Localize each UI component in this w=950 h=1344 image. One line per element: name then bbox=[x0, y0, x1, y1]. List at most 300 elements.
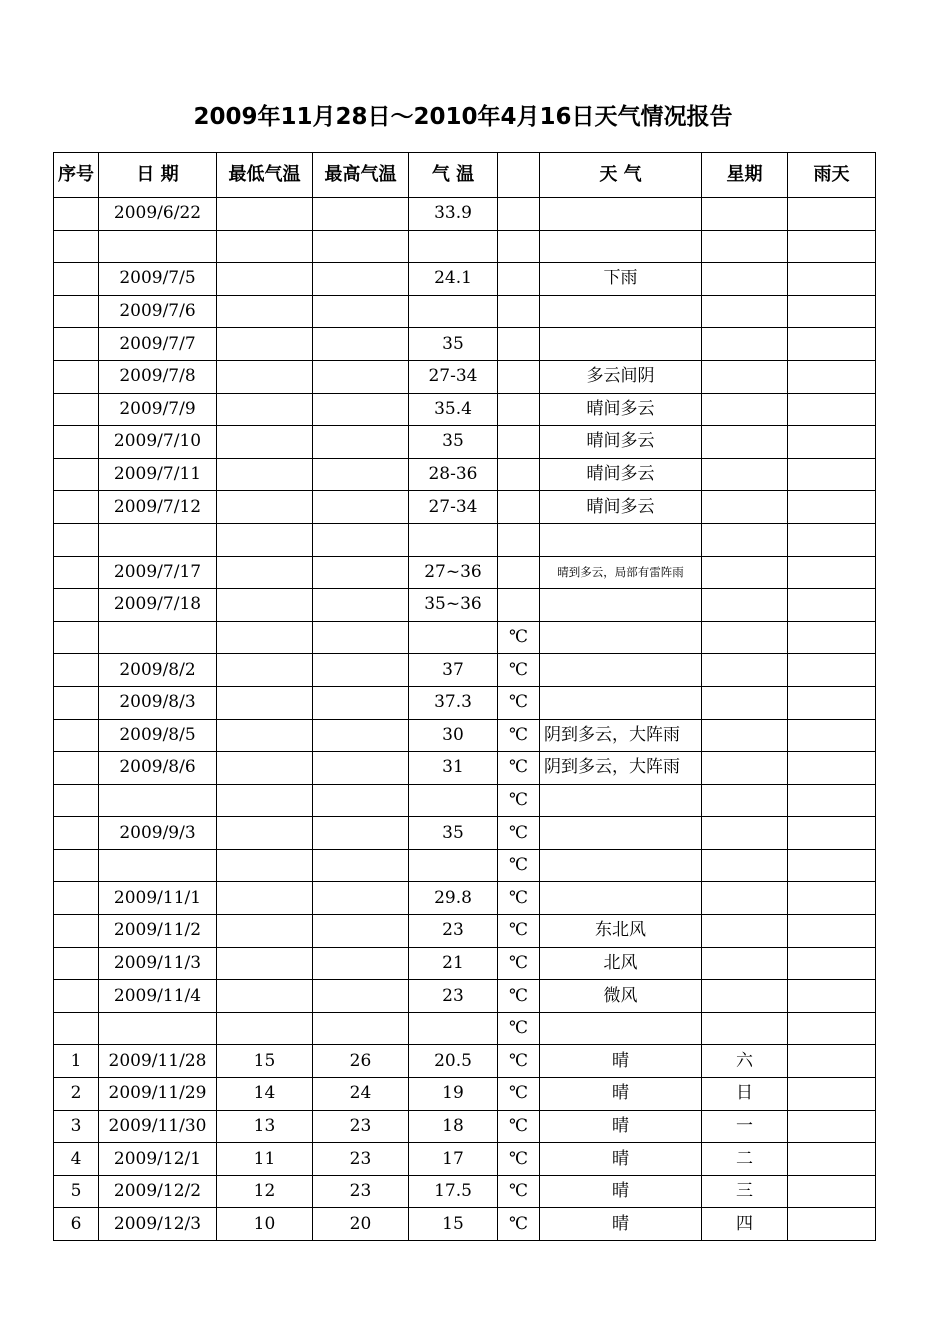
cell-max-temp: 23 bbox=[313, 1110, 409, 1143]
cell-rain bbox=[788, 719, 876, 752]
cell-weather bbox=[540, 523, 702, 556]
cell-temp bbox=[409, 295, 498, 328]
cell-min-temp bbox=[217, 719, 313, 752]
cell-temp: 23 bbox=[409, 915, 498, 948]
cell-seq bbox=[54, 523, 99, 556]
cell-unit: ℃ bbox=[498, 1110, 540, 1143]
cell-weekday bbox=[702, 426, 788, 459]
cell-max-temp bbox=[313, 752, 409, 785]
cell-temp bbox=[409, 784, 498, 817]
table-row bbox=[54, 1110, 876, 1143]
cell-max-temp bbox=[313, 686, 409, 719]
cell-date: 2009/7/6 bbox=[99, 295, 217, 328]
cell-weather: 晴到多云，局部有雷阵雨 bbox=[540, 556, 702, 589]
cell-weather: 阴到多云，大阵雨 bbox=[540, 719, 702, 752]
cell-unit: ℃ bbox=[498, 849, 540, 882]
cell-max-temp bbox=[313, 1012, 409, 1045]
cell-temp: 27-34 bbox=[409, 491, 498, 524]
cell-min-temp bbox=[217, 230, 313, 263]
cell-temp: 24.1 bbox=[409, 263, 498, 296]
cell-weather: 下雨 bbox=[540, 263, 702, 296]
cell-rain bbox=[788, 882, 876, 915]
cell-seq bbox=[54, 589, 99, 622]
table-row bbox=[54, 393, 876, 426]
cell-min-temp bbox=[217, 426, 313, 459]
cell-rain bbox=[788, 360, 876, 393]
cell-rain bbox=[788, 589, 876, 622]
cell-rain bbox=[788, 393, 876, 426]
table-row bbox=[54, 752, 876, 785]
cell-weather: 晴 bbox=[540, 1143, 702, 1176]
cell-max-temp bbox=[313, 230, 409, 263]
cell-temp: 21 bbox=[409, 947, 498, 980]
cell-seq bbox=[54, 947, 99, 980]
table-row bbox=[54, 360, 876, 393]
table-row bbox=[54, 1045, 876, 1078]
cell-temp: 37 bbox=[409, 654, 498, 687]
cell-temp: 23 bbox=[409, 980, 498, 1013]
cell-temp bbox=[409, 1012, 498, 1045]
cell-seq: 5 bbox=[54, 1175, 99, 1208]
cell-date bbox=[99, 784, 217, 817]
cell-max-temp bbox=[313, 198, 409, 231]
cell-weekday bbox=[702, 719, 788, 752]
cell-seq bbox=[54, 393, 99, 426]
cell-weekday bbox=[702, 393, 788, 426]
cell-max-temp bbox=[313, 263, 409, 296]
cell-seq bbox=[54, 719, 99, 752]
cell-unit bbox=[498, 458, 540, 491]
cell-seq: 4 bbox=[54, 1143, 99, 1176]
cell-seq: 6 bbox=[54, 1208, 99, 1241]
cell-seq bbox=[54, 1012, 99, 1045]
table-row bbox=[54, 1175, 876, 1208]
cell-min-temp bbox=[217, 1012, 313, 1045]
cell-min-temp bbox=[217, 491, 313, 524]
cell-max-temp bbox=[313, 328, 409, 361]
cell-weekday bbox=[702, 230, 788, 263]
cell-unit bbox=[498, 263, 540, 296]
cell-seq bbox=[54, 817, 99, 850]
cell-date: 2009/12/3 bbox=[99, 1208, 217, 1241]
cell-max-temp bbox=[313, 523, 409, 556]
table-row bbox=[54, 915, 876, 948]
cell-weather: 晴 bbox=[540, 1078, 702, 1111]
cell-unit: ℃ bbox=[498, 1078, 540, 1111]
cell-weekday bbox=[702, 491, 788, 524]
table-row bbox=[54, 523, 876, 556]
cell-seq bbox=[54, 980, 99, 1013]
cell-weather bbox=[540, 686, 702, 719]
cell-max-temp bbox=[313, 817, 409, 850]
cell-weather: 北风 bbox=[540, 947, 702, 980]
cell-min-temp bbox=[217, 654, 313, 687]
cell-date: 2009/11/29 bbox=[99, 1078, 217, 1111]
cell-rain bbox=[788, 1208, 876, 1241]
header-row bbox=[54, 153, 876, 198]
table-row bbox=[54, 458, 876, 491]
cell-unit bbox=[498, 556, 540, 589]
table-row bbox=[54, 947, 876, 980]
cell-temp: 20.5 bbox=[409, 1045, 498, 1078]
cell-temp: 29.8 bbox=[409, 882, 498, 915]
cell-unit bbox=[498, 589, 540, 622]
cell-min-temp: 14 bbox=[217, 1078, 313, 1111]
cell-weather: 晴 bbox=[540, 1045, 702, 1078]
cell-weekday bbox=[702, 621, 788, 654]
header-rain: 雨天 bbox=[788, 153, 876, 198]
cell-min-temp bbox=[217, 686, 313, 719]
cell-min-temp bbox=[217, 393, 313, 426]
cell-unit bbox=[498, 426, 540, 459]
cell-seq bbox=[54, 849, 99, 882]
cell-weather: 晴间多云 bbox=[540, 426, 702, 459]
cell-weekday bbox=[702, 556, 788, 589]
cell-temp: 28-36 bbox=[409, 458, 498, 491]
cell-rain bbox=[788, 980, 876, 1013]
cell-date: 2009/8/5 bbox=[99, 719, 217, 752]
cell-weather: 晴 bbox=[540, 1208, 702, 1241]
cell-seq: 1 bbox=[54, 1045, 99, 1078]
cell-rain bbox=[788, 686, 876, 719]
cell-unit bbox=[498, 295, 540, 328]
cell-date bbox=[99, 523, 217, 556]
cell-unit: ℃ bbox=[498, 654, 540, 687]
cell-weather: 晴间多云 bbox=[540, 458, 702, 491]
cell-weather bbox=[540, 230, 702, 263]
table-header bbox=[54, 153, 876, 198]
cell-max-temp: 20 bbox=[313, 1208, 409, 1241]
cell-weather: 阴到多云，大阵雨 bbox=[540, 752, 702, 785]
cell-date: 2009/7/8 bbox=[99, 360, 217, 393]
cell-date: 2009/9/3 bbox=[99, 817, 217, 850]
cell-seq bbox=[54, 784, 99, 817]
cell-min-temp bbox=[217, 915, 313, 948]
cell-date: 2009/6/22 bbox=[99, 198, 217, 231]
cell-temp: 37.3 bbox=[409, 686, 498, 719]
cell-unit bbox=[498, 360, 540, 393]
cell-weekday: 二 bbox=[702, 1143, 788, 1176]
cell-date: 2009/11/28 bbox=[99, 1045, 217, 1078]
cell-weather bbox=[540, 328, 702, 361]
cell-weather: 晴间多云 bbox=[540, 393, 702, 426]
cell-date bbox=[99, 849, 217, 882]
cell-date: 2009/8/3 bbox=[99, 686, 217, 719]
cell-unit bbox=[498, 230, 540, 263]
cell-max-temp bbox=[313, 556, 409, 589]
cell-rain bbox=[788, 784, 876, 817]
cell-unit: ℃ bbox=[498, 817, 540, 850]
table-row bbox=[54, 198, 876, 231]
table-row bbox=[54, 719, 876, 752]
cell-min-temp bbox=[217, 817, 313, 850]
table-row bbox=[54, 686, 876, 719]
cell-rain bbox=[788, 491, 876, 524]
cell-min-temp bbox=[217, 198, 313, 231]
cell-date: 2009/11/30 bbox=[99, 1110, 217, 1143]
cell-unit: ℃ bbox=[498, 1012, 540, 1045]
table-row bbox=[54, 589, 876, 622]
cell-date: 2009/12/2 bbox=[99, 1175, 217, 1208]
cell-weekday bbox=[702, 523, 788, 556]
cell-temp: 18 bbox=[409, 1110, 498, 1143]
cell-temp: 17.5 bbox=[409, 1175, 498, 1208]
cell-rain bbox=[788, 1045, 876, 1078]
cell-min-temp bbox=[217, 523, 313, 556]
cell-unit bbox=[498, 198, 540, 231]
cell-seq bbox=[54, 621, 99, 654]
cell-unit bbox=[498, 491, 540, 524]
cell-weekday bbox=[702, 784, 788, 817]
cell-temp: 27-34 bbox=[409, 360, 498, 393]
cell-date: 2009/7/9 bbox=[99, 393, 217, 426]
cell-weekday bbox=[702, 295, 788, 328]
header-max-temp: 最高气温 bbox=[313, 153, 409, 198]
cell-max-temp bbox=[313, 458, 409, 491]
cell-weather bbox=[540, 817, 702, 850]
cell-seq bbox=[54, 915, 99, 948]
cell-weather: 晴 bbox=[540, 1175, 702, 1208]
cell-weekday bbox=[702, 198, 788, 231]
cell-weekday: 日 bbox=[702, 1078, 788, 1111]
cell-weather bbox=[540, 1012, 702, 1045]
cell-date: 2009/11/4 bbox=[99, 980, 217, 1013]
cell-max-temp bbox=[313, 784, 409, 817]
cell-weekday bbox=[702, 1012, 788, 1045]
cell-max-temp bbox=[313, 654, 409, 687]
cell-max-temp bbox=[313, 849, 409, 882]
cell-rain bbox=[788, 654, 876, 687]
cell-seq bbox=[54, 263, 99, 296]
cell-max-temp bbox=[313, 719, 409, 752]
cell-weekday bbox=[702, 328, 788, 361]
cell-rain bbox=[788, 1143, 876, 1176]
cell-seq bbox=[54, 426, 99, 459]
cell-weather bbox=[540, 198, 702, 231]
cell-weekday bbox=[702, 882, 788, 915]
cell-min-temp bbox=[217, 882, 313, 915]
table-row bbox=[54, 328, 876, 361]
cell-weekday bbox=[702, 817, 788, 850]
cell-temp: 35~36 bbox=[409, 589, 498, 622]
cell-unit: ℃ bbox=[498, 1045, 540, 1078]
cell-weekday: 三 bbox=[702, 1175, 788, 1208]
cell-unit: ℃ bbox=[498, 1143, 540, 1176]
table-row bbox=[54, 654, 876, 687]
cell-temp bbox=[409, 849, 498, 882]
cell-seq: 2 bbox=[54, 1078, 99, 1111]
cell-unit: ℃ bbox=[498, 784, 540, 817]
cell-weekday bbox=[702, 752, 788, 785]
cell-weekday bbox=[702, 263, 788, 296]
cell-unit: ℃ bbox=[498, 686, 540, 719]
cell-weather bbox=[540, 784, 702, 817]
cell-weather: 微风 bbox=[540, 980, 702, 1013]
cell-weekday: 六 bbox=[702, 1045, 788, 1078]
header-weather: 天 气 bbox=[540, 153, 702, 198]
cell-date: 2009/12/1 bbox=[99, 1143, 217, 1176]
cell-weather bbox=[540, 621, 702, 654]
cell-rain bbox=[788, 328, 876, 361]
table-row bbox=[54, 556, 876, 589]
cell-rain bbox=[788, 1175, 876, 1208]
cell-unit bbox=[498, 328, 540, 361]
cell-weather bbox=[540, 295, 702, 328]
cell-rain bbox=[788, 849, 876, 882]
header-date: 日 期 bbox=[99, 153, 217, 198]
cell-seq bbox=[54, 752, 99, 785]
cell-weather bbox=[540, 849, 702, 882]
cell-date bbox=[99, 230, 217, 263]
cell-min-temp bbox=[217, 295, 313, 328]
cell-rain bbox=[788, 295, 876, 328]
cell-min-temp bbox=[217, 849, 313, 882]
cell-max-temp bbox=[313, 360, 409, 393]
cell-weather: 晴 bbox=[540, 1110, 702, 1143]
cell-min-temp bbox=[217, 621, 313, 654]
cell-seq: 3 bbox=[54, 1110, 99, 1143]
cell-min-temp bbox=[217, 980, 313, 1013]
cell-date: 2009/7/11 bbox=[99, 458, 217, 491]
header-unit bbox=[498, 153, 540, 198]
table-row bbox=[54, 621, 876, 654]
cell-temp bbox=[409, 621, 498, 654]
cell-weather bbox=[540, 654, 702, 687]
cell-seq bbox=[54, 198, 99, 231]
cell-min-temp: 15 bbox=[217, 1045, 313, 1078]
cell-weekday bbox=[702, 654, 788, 687]
cell-weekday bbox=[702, 686, 788, 719]
cell-weekday bbox=[702, 849, 788, 882]
cell-max-temp: 26 bbox=[313, 1045, 409, 1078]
cell-weekday bbox=[702, 980, 788, 1013]
header-weekday: 星期 bbox=[702, 153, 788, 198]
cell-min-temp bbox=[217, 556, 313, 589]
cell-rain bbox=[788, 621, 876, 654]
header-seq: 序号 bbox=[54, 153, 99, 198]
table-row bbox=[54, 1012, 876, 1045]
cell-rain bbox=[788, 752, 876, 785]
cell-unit: ℃ bbox=[498, 980, 540, 1013]
cell-max-temp bbox=[313, 621, 409, 654]
cell-rain bbox=[788, 1012, 876, 1045]
cell-temp: 35 bbox=[409, 328, 498, 361]
weather-table bbox=[53, 152, 876, 1241]
cell-max-temp: 23 bbox=[313, 1175, 409, 1208]
cell-weather: 东北风 bbox=[540, 915, 702, 948]
cell-rain bbox=[788, 523, 876, 556]
cell-max-temp bbox=[313, 947, 409, 980]
cell-weekday bbox=[702, 589, 788, 622]
cell-weekday bbox=[702, 915, 788, 948]
cell-rain bbox=[788, 426, 876, 459]
cell-seq bbox=[54, 360, 99, 393]
cell-temp: 35 bbox=[409, 817, 498, 850]
cell-seq bbox=[54, 654, 99, 687]
header-temp: 气 温 bbox=[409, 153, 498, 198]
cell-unit: ℃ bbox=[498, 915, 540, 948]
cell-date: 2009/8/6 bbox=[99, 752, 217, 785]
cell-date: 2009/7/17 bbox=[99, 556, 217, 589]
table-row bbox=[54, 263, 876, 296]
cell-temp bbox=[409, 230, 498, 263]
cell-temp: 35 bbox=[409, 426, 498, 459]
cell-unit: ℃ bbox=[498, 1175, 540, 1208]
cell-seq bbox=[54, 230, 99, 263]
cell-weekday bbox=[702, 458, 788, 491]
cell-weekday: 一 bbox=[702, 1110, 788, 1143]
cell-weather bbox=[540, 589, 702, 622]
cell-date bbox=[99, 1012, 217, 1045]
cell-max-temp bbox=[313, 491, 409, 524]
page-title: 2009年11月28日～2010年4月16日天气情况报告 bbox=[193, 104, 733, 130]
cell-date: 2009/11/1 bbox=[99, 882, 217, 915]
cell-rain bbox=[788, 915, 876, 948]
cell-unit bbox=[498, 393, 540, 426]
cell-seq bbox=[54, 882, 99, 915]
table-row bbox=[54, 295, 876, 328]
cell-rain bbox=[788, 198, 876, 231]
cell-seq bbox=[54, 556, 99, 589]
cell-date: 2009/7/10 bbox=[99, 426, 217, 459]
cell-date: 2009/7/12 bbox=[99, 491, 217, 524]
cell-date: 2009/7/7 bbox=[99, 328, 217, 361]
table-row bbox=[54, 784, 876, 817]
cell-min-temp bbox=[217, 784, 313, 817]
cell-temp: 33.9 bbox=[409, 198, 498, 231]
cell-max-temp bbox=[313, 980, 409, 1013]
cell-max-temp bbox=[313, 882, 409, 915]
table-row bbox=[54, 817, 876, 850]
cell-min-temp: 13 bbox=[217, 1110, 313, 1143]
cell-seq bbox=[54, 295, 99, 328]
cell-temp bbox=[409, 523, 498, 556]
cell-weekday: 四 bbox=[702, 1208, 788, 1241]
cell-rain bbox=[788, 1110, 876, 1143]
cell-rain bbox=[788, 1078, 876, 1111]
cell-min-temp bbox=[217, 328, 313, 361]
cell-min-temp: 12 bbox=[217, 1175, 313, 1208]
cell-weather: 晴间多云 bbox=[540, 491, 702, 524]
cell-weekday bbox=[702, 947, 788, 980]
cell-temp: 27~36 bbox=[409, 556, 498, 589]
cell-max-temp bbox=[313, 426, 409, 459]
cell-temp: 35.4 bbox=[409, 393, 498, 426]
cell-max-temp: 24 bbox=[313, 1078, 409, 1111]
cell-date: 2009/7/5 bbox=[99, 263, 217, 296]
cell-rain bbox=[788, 458, 876, 491]
cell-max-temp bbox=[313, 589, 409, 622]
cell-weather bbox=[540, 882, 702, 915]
cell-unit bbox=[498, 523, 540, 556]
table-body bbox=[54, 198, 876, 1241]
table-row bbox=[54, 1143, 876, 1176]
cell-temp: 30 bbox=[409, 719, 498, 752]
cell-max-temp: 23 bbox=[313, 1143, 409, 1176]
cell-min-temp bbox=[217, 752, 313, 785]
cell-max-temp bbox=[313, 915, 409, 948]
cell-min-temp: 11 bbox=[217, 1143, 313, 1176]
cell-rain bbox=[788, 817, 876, 850]
cell-seq bbox=[54, 491, 99, 524]
cell-date: 2009/8/2 bbox=[99, 654, 217, 687]
cell-unit: ℃ bbox=[498, 882, 540, 915]
cell-weather: 多云间阴 bbox=[540, 360, 702, 393]
table-row bbox=[54, 882, 876, 915]
cell-seq bbox=[54, 686, 99, 719]
table-row bbox=[54, 1208, 876, 1241]
cell-unit: ℃ bbox=[498, 621, 540, 654]
